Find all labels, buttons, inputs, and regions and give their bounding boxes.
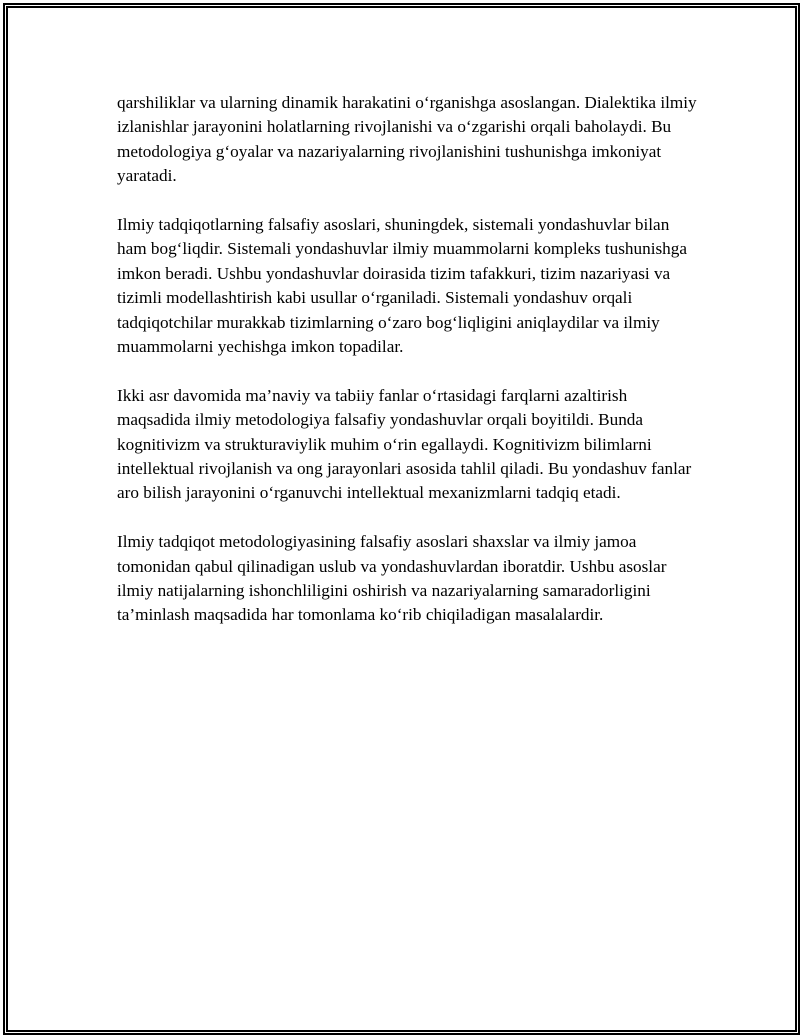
paragraph-systemic-approach: Ilmiy tadqiqotlarning falsafiy asoslari, shuningdek, sistemali yondashuvlar bilan ham bog‘liqdir. Sistemali yondashuvlar ilmiy muammolarni kompleks tushunishga imkon beradi. Ushbu yondashuvlar doirasida tizim tafakkuri, tizim nazariyasi va tizimli modellashtirish kabi usullar o‘rganiladi. Sistemali yondashuv orqali tadqiqotchilar murakkab tizimlarning o‘zaro bog‘liqligini aniqlaydilar va ilmiy muammolarni yechishga imkon topadilar. <box>117 215 687 357</box>
paragraph-conclusion: Ilmiy tadqiqot metodologiyasining falsafiy asoslari shaxslar va ilmiy jamoa tomonidan qabul qilinadigan uslub va yondashuvlardan iboratdir. Ushbu asoslar ilmiy natijalarning ishonchliligini oshirish va nazariyalarning samaradorligini ta’minlash maqsadida har tomonlama ko‘rib chiqiladigan masalalardir. <box>117 532 667 625</box>
paragraph-cognitivism: Ikki asr davomida ma’naviy va tabiiy fanlar o‘rtasidagi farqlarni azaltirish maqsadida ilmiy metodologiya falsafiy yondashuvlar orqali boyitildi. Bunda kognitivizm va strukturaviylik muhim o‘rin egallaydi. Kognitivizm bilimlarni intellektual rivojlanish va ong jarayonlari asosida tahlil qiladi. Bu yondashuv fanlar aro bilish jarayonini o‘rganuvchi intellektual mexanizmlarni tadqiq etadi. <box>117 385 692 503</box>
paragraph-dialectics: qarshiliklar va ularning dinamik harakatini o‘rganishga asoslangan. Dialektika ilmiy izlanishlar jarayonini holatlarning rivojlanishi va o‘zgarishi orqali baholaydi. Bu metodologiya g‘oyalar va nazariyalarning rivojlanishini tushunishga imkoniyat yaratadi. <box>117 93 697 186</box>
document-body <box>117 91 697 652</box>
